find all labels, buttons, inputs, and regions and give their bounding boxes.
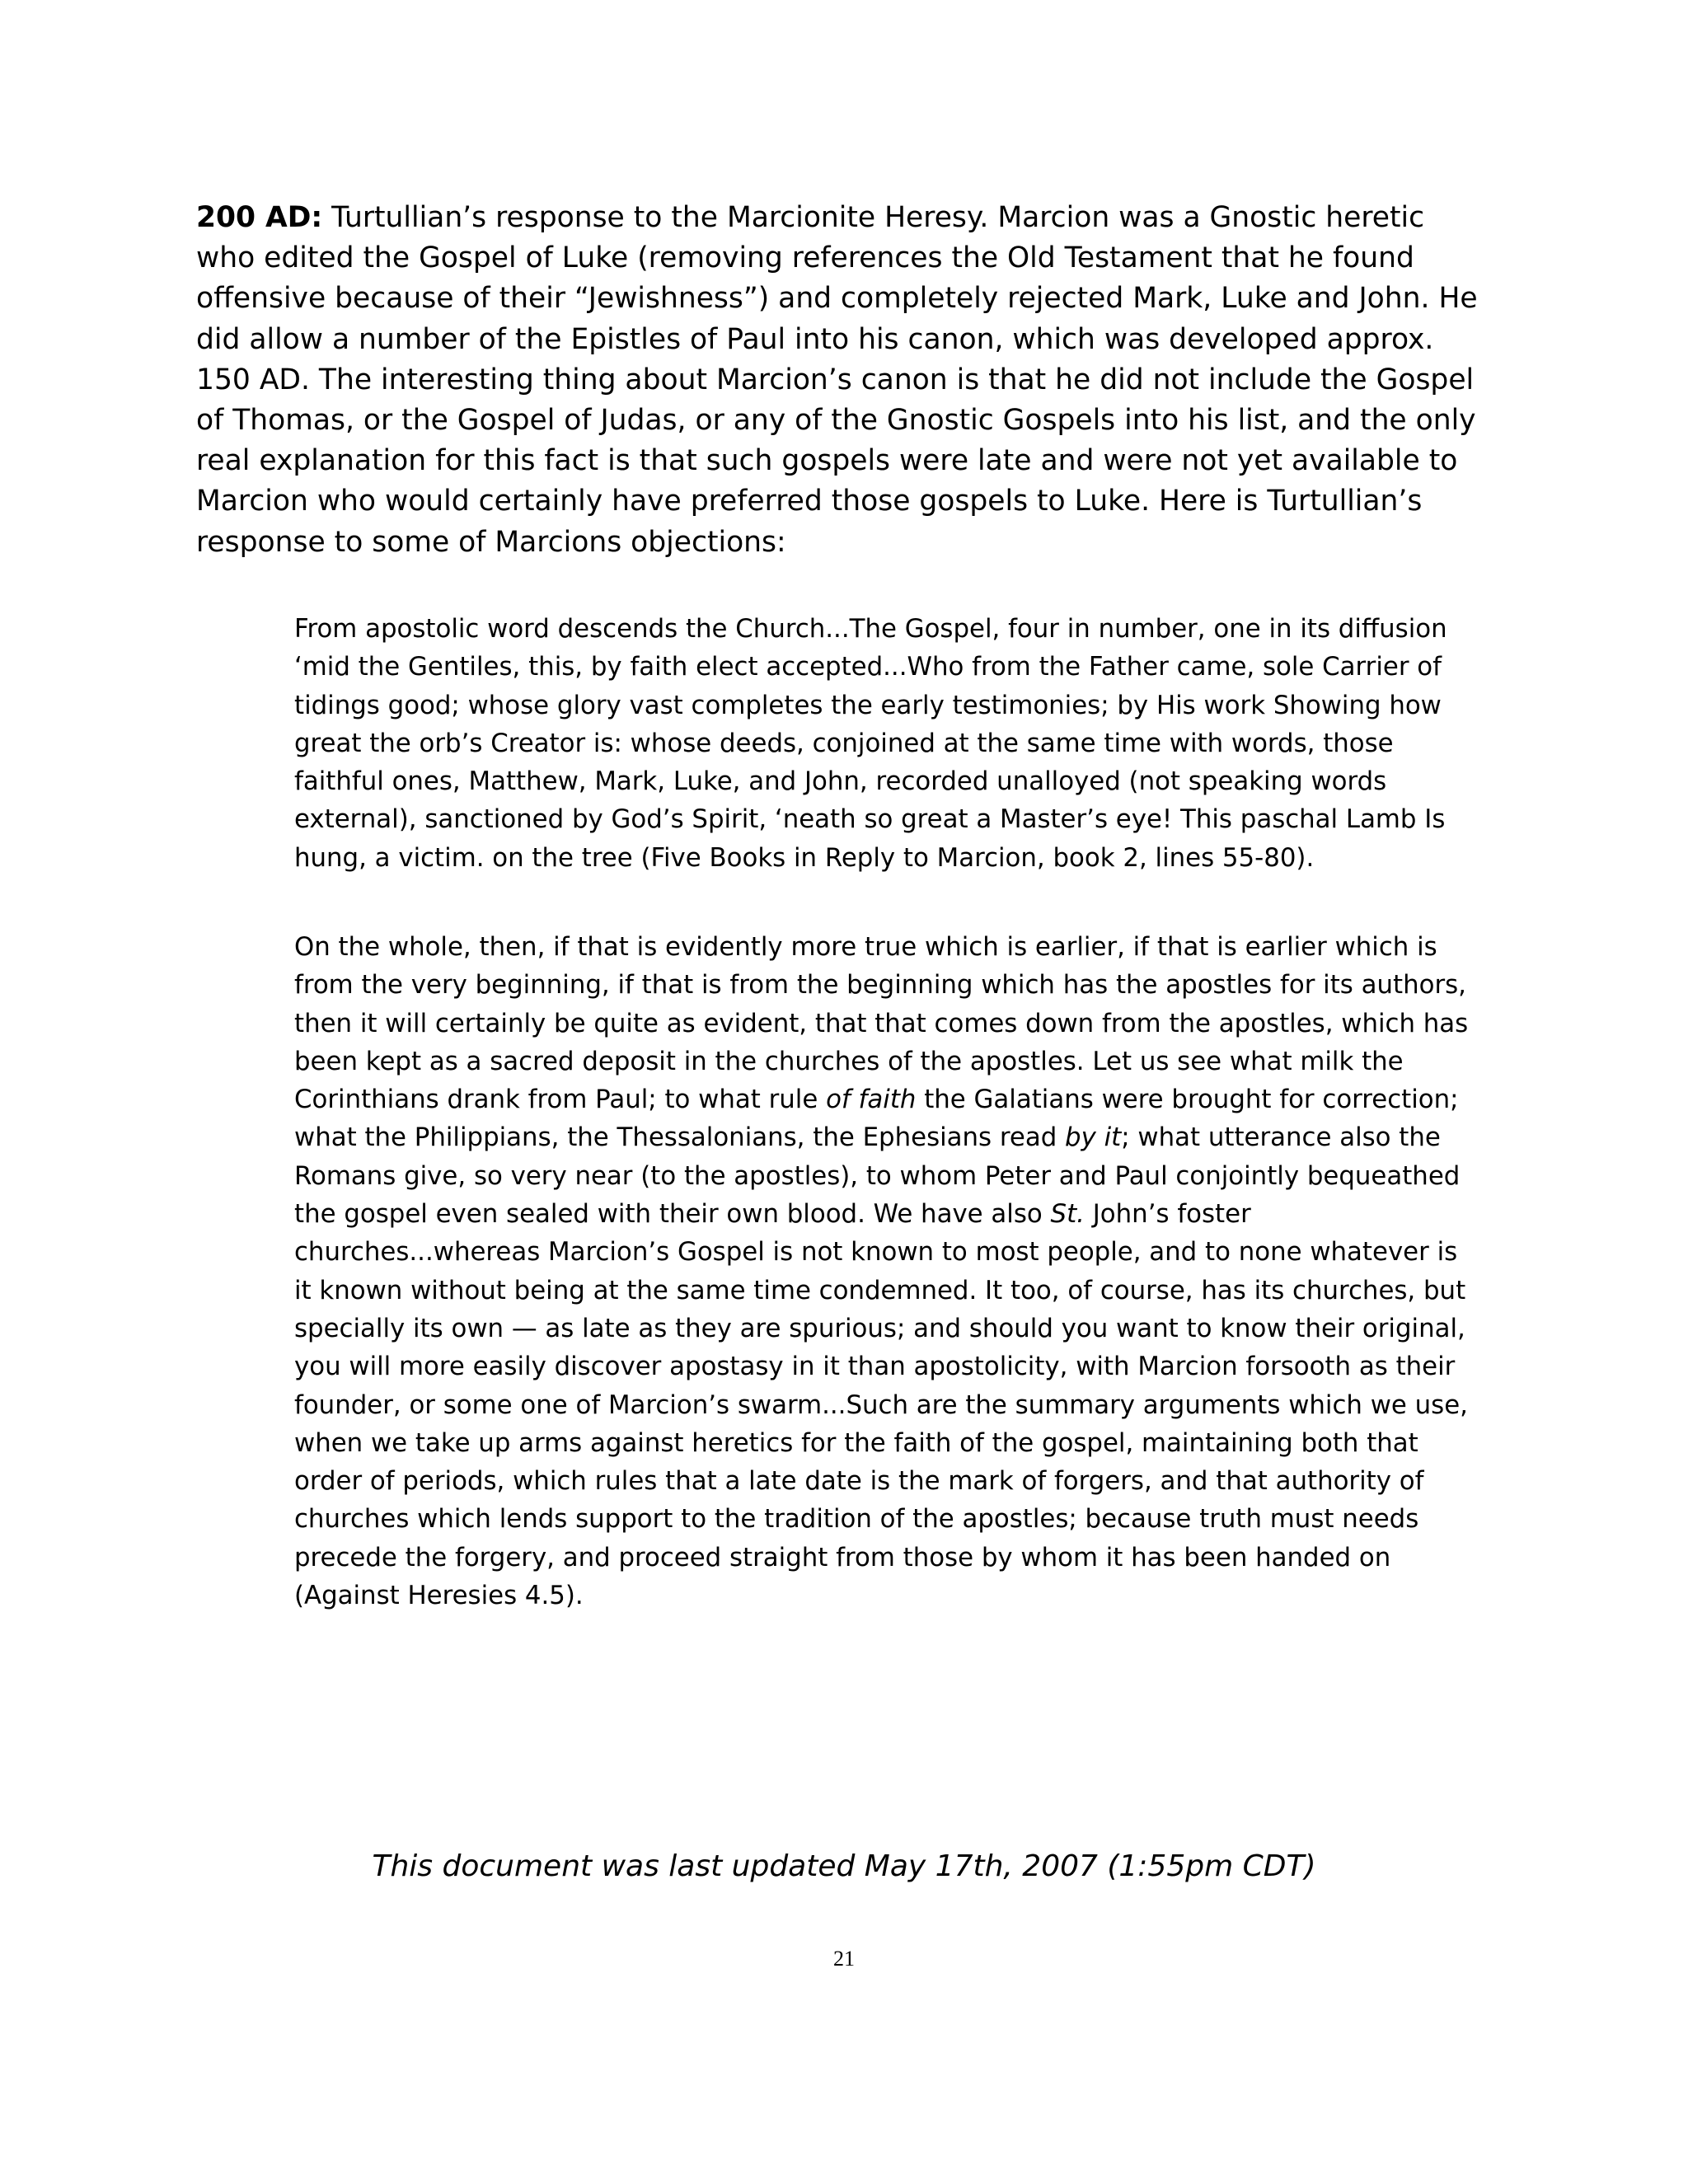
intro-text: Turtullian’s response to the Marcionite Heresy. Marcion was a Gnostic heretic who edited the Gospel of Luke (removing references the Old Testament that he found offensive because of their “Jewishness”) and completely rejected Mark, Luke and John. He did allow a number of the Epistles of Paul into his canon, which was developed approx. 150 AD. The interesting thing about Marcion’s canon is that he did not include the Gospel of Thomas, or the Gospel of Judas, or any of the Gnostic Gospels into his list, and the only real explanation for this fact is that such gospels were late and were not yet available to Marcion who would certainly have preferred those gospels to Luke. Here is Turtullian’s response to some of Marcions objections: bbox=[196, 201, 1478, 559]
quote-text-part-3: ; what utterance also the Romans give, so very near (to the apostles), to whom Peter and Paul conjointly bequeathed the gospel even sealed with their own blood. We have also bbox=[294, 1122, 1461, 1230]
quote-five-books-text: From apostolic word descends the Church...The Gospel, four in number, one in its diffusion ‘mid the Gentiles, this, by faith elect accepted...Who from the Father came, sole Carrier of tidings good; whose glory vast completes the early testimonies; by His work Showing how great the orb’s Creator is: whose deeds, conjoined at the same time with words, those faithful ones, Matthew, Mark, Luke, and John, recorded unalloyed (not speaking words external), sanctioned by God’s Spirit, ‘neath so great a Master’s eye! This paschal Lamb Is hung, a victim. on the tree (Five Books in Reply to Marcion, book 2, lines 55-80). bbox=[294, 614, 1447, 873]
last-updated-note: This document was last updated May 17th, 2007 (1:55pm CDT) bbox=[372, 1849, 1316, 1883]
quote-five-books bbox=[294, 610, 1481, 877]
page-number: 21 bbox=[833, 1947, 855, 1971]
intro-paragraph bbox=[196, 198, 1482, 563]
quote-against-heresies bbox=[294, 928, 1481, 1615]
quote-text-part-2: the Galatians were brought for correction; what the Philippians, the Thessalonians, the Ephesians read bbox=[294, 1085, 1459, 1153]
date-label: 200 AD: bbox=[196, 201, 323, 234]
quote-italic-by-it: by it bbox=[1065, 1122, 1122, 1153]
quote-text-part-1: On the whole, then, if that is evidently more true which is earlier, if that is earlier which is from the very beginning, if that is from the beginning which has the apostles for its authors, then it will certainly be quite as evident, that that comes down from the apostles, which has been kept as a sacred deposit in the churches of the apostles. Let us see what milk the Corinthians drank from Paul; to what rule bbox=[294, 932, 1469, 1115]
quote-italic-st: St. bbox=[1050, 1199, 1085, 1230]
quote-text-part-4: John’s foster churches...whereas Marcion’s Gospel is not known to most people, and to none whatever is it known without being at the same time condemned. It too, of course, has its churches, but specially its own — as late as they are spurious; and should you want to know their original, you will more easily discover apostasy in it than apostolicity, with Marcion forsooth as their founder, or some one of Marcion’s swarm...Such are the summary arguments which we use, when we take up arms against heretics for the faith of the gospel, maintaining both that order of periods, which rules that a late date is the mark of forgers, and that authority of churches which lends support to the tradition of the apostles; because truth must needs precede the forgery, and proceed straight from those by whom it has been handed on (Against Heresies 4.5). bbox=[294, 1199, 1468, 1611]
quote-italic-of-faith: of faith bbox=[826, 1085, 917, 1115]
